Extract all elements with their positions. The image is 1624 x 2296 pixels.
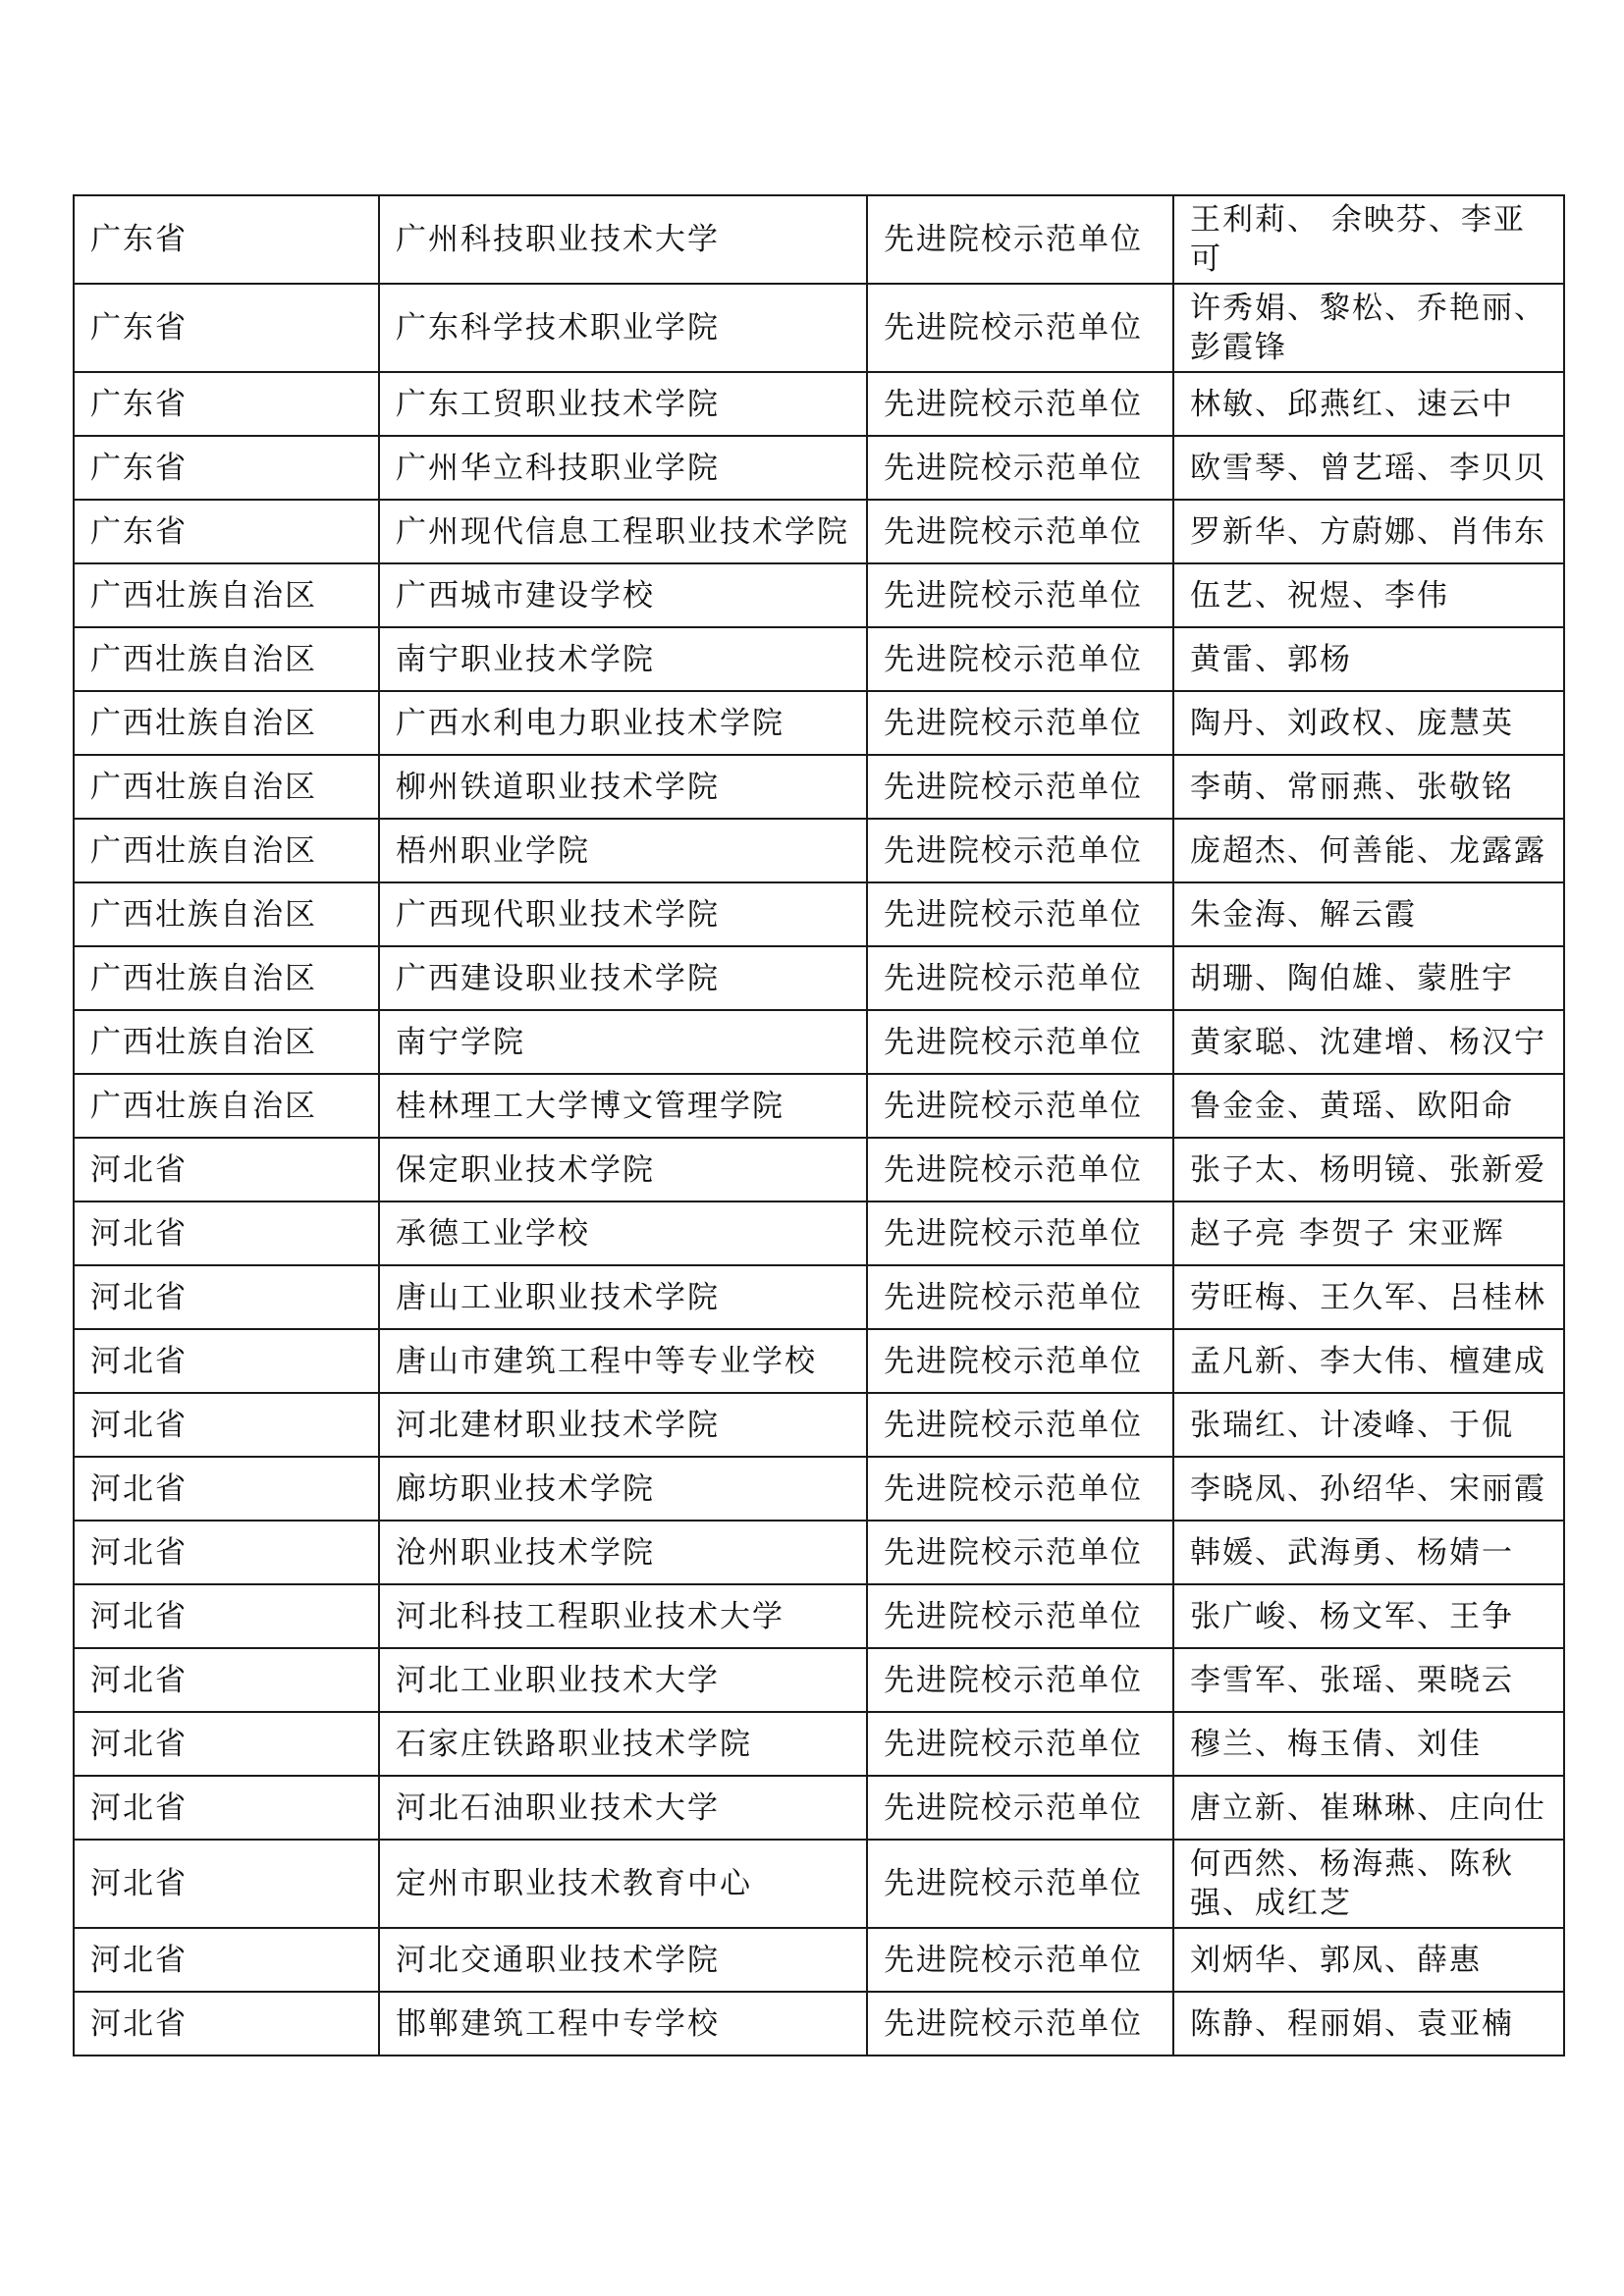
award-cell: 先进院校示范单位 (867, 1648, 1173, 1712)
award-cell: 先进院校示范单位 (867, 1457, 1173, 1521)
table-row (74, 1840, 1564, 1928)
table-row (74, 1138, 1564, 1201)
school-cell: 河北工业职业技术大学 (379, 1648, 867, 1712)
award-cell: 先进院校示范单位 (867, 819, 1173, 882)
names-cell: 王利莉、 余映芬、李亚可 (1173, 195, 1564, 284)
table-row (74, 1074, 1564, 1138)
names-cell: 张子太、杨明镜、张新爱 (1173, 1138, 1564, 1201)
school-cell: 邯郸建筑工程中专学校 (379, 1992, 867, 2056)
school-cell: 承德工业学校 (379, 1201, 867, 1265)
table-row (74, 1265, 1564, 1329)
school-cell: 石家庄铁路职业技术学院 (379, 1712, 867, 1776)
names-cell: 陈静、程丽娟、袁亚楠 (1173, 1992, 1564, 2056)
table-row (74, 1329, 1564, 1393)
award-cell: 先进院校示范单位 (867, 500, 1173, 563)
table-row (74, 195, 1564, 284)
table-row (74, 1457, 1564, 1521)
school-cell: 河北建材职业技术学院 (379, 1393, 867, 1457)
region-cell: 广东省 (74, 195, 379, 284)
region-cell: 广东省 (74, 436, 379, 500)
table-row (74, 1010, 1564, 1074)
names-cell: 朱金海、解云霞 (1173, 882, 1564, 946)
region-cell: 广西壮族自治区 (74, 691, 379, 755)
table-row (74, 1393, 1564, 1457)
award-cell: 先进院校示范单位 (867, 1840, 1173, 1928)
names-cell: 欧雪琴、曾艺瑶、李贝贝 (1173, 436, 1564, 500)
names-cell: 张瑞红、计凌峰、于侃 (1173, 1393, 1564, 1457)
table-row (74, 1521, 1564, 1584)
school-cell: 唐山市建筑工程中等专业学校 (379, 1329, 867, 1393)
region-cell: 广西壮族自治区 (74, 627, 379, 691)
school-cell: 沧州职业技术学院 (379, 1521, 867, 1584)
table-row (74, 1648, 1564, 1712)
region-cell: 广西壮族自治区 (74, 946, 379, 1010)
award-cell: 先进院校示范单位 (867, 691, 1173, 755)
award-cell: 先进院校示范单位 (867, 627, 1173, 691)
award-cell: 先进院校示范单位 (867, 1010, 1173, 1074)
table-row (74, 1712, 1564, 1776)
names-cell: 胡珊、陶伯雄、蒙胜宇 (1173, 946, 1564, 1010)
award-cell: 先进院校示范单位 (867, 1521, 1173, 1584)
school-cell: 广西城市建设学校 (379, 563, 867, 627)
award-list-table (73, 194, 1565, 2056)
table-row (74, 372, 1564, 436)
names-cell: 劳旺梅、王久军、吕桂林 (1173, 1265, 1564, 1329)
school-cell: 广东科学技术职业学院 (379, 284, 867, 372)
region-cell: 广西壮族自治区 (74, 563, 379, 627)
names-cell: 赵子亮 李贺子 宋亚辉 (1173, 1201, 1564, 1265)
region-cell: 广东省 (74, 372, 379, 436)
region-cell: 广东省 (74, 284, 379, 372)
region-cell: 广西壮族自治区 (74, 1010, 379, 1074)
school-cell: 河北交通职业技术学院 (379, 1928, 867, 1992)
school-cell: 南宁职业技术学院 (379, 627, 867, 691)
region-cell: 河北省 (74, 1776, 379, 1840)
table-row (74, 1776, 1564, 1840)
table-body (74, 195, 1564, 2056)
table-row (74, 755, 1564, 819)
table-row (74, 1992, 1564, 2056)
region-cell: 河北省 (74, 1648, 379, 1712)
school-cell: 梧州职业学院 (379, 819, 867, 882)
names-cell: 唐立新、崔琳琳、庄向仕 (1173, 1776, 1564, 1840)
names-cell: 庞超杰、何善能、龙露露 (1173, 819, 1564, 882)
school-cell: 广州现代信息工程职业技术学院 (379, 500, 867, 563)
school-cell: 河北石油职业技术大学 (379, 1776, 867, 1840)
table-row (74, 882, 1564, 946)
award-cell: 先进院校示范单位 (867, 1265, 1173, 1329)
names-cell: 孟凡新、李大伟、檀建成 (1173, 1329, 1564, 1393)
school-cell: 柳州铁道职业技术学院 (379, 755, 867, 819)
region-cell: 广西壮族自治区 (74, 755, 379, 819)
table-row (74, 1201, 1564, 1265)
table-row (74, 1584, 1564, 1648)
names-cell: 刘炳华、郭凤、薛惠 (1173, 1928, 1564, 1992)
names-cell: 李雪军、张瑶、栗晓云 (1173, 1648, 1564, 1712)
names-cell: 穆兰、梅玉倩、刘佳 (1173, 1712, 1564, 1776)
award-cell: 先进院校示范单位 (867, 1074, 1173, 1138)
names-cell: 黄家聪、沈建增、杨汉宁 (1173, 1010, 1564, 1074)
school-cell: 广州华立科技职业学院 (379, 436, 867, 500)
school-cell: 广州科技职业技术大学 (379, 195, 867, 284)
school-cell: 唐山工业职业技术学院 (379, 1265, 867, 1329)
region-cell: 河北省 (74, 1840, 379, 1928)
region-cell: 河北省 (74, 1201, 379, 1265)
award-cell: 先进院校示范单位 (867, 372, 1173, 436)
table-row (74, 819, 1564, 882)
table-row (74, 1928, 1564, 1992)
school-cell: 保定职业技术学院 (379, 1138, 867, 1201)
region-cell: 广西壮族自治区 (74, 882, 379, 946)
region-cell: 河北省 (74, 1584, 379, 1648)
award-cell: 先进院校示范单位 (867, 1928, 1173, 1992)
region-cell: 河北省 (74, 1138, 379, 1201)
table-row (74, 563, 1564, 627)
school-cell: 广西现代职业技术学院 (379, 882, 867, 946)
award-cell: 先进院校示范单位 (867, 1138, 1173, 1201)
names-cell: 陶丹、刘政权、庞慧英 (1173, 691, 1564, 755)
names-cell: 张广峻、杨文军、王争 (1173, 1584, 1564, 1648)
table-row (74, 284, 1564, 372)
award-cell: 先进院校示范单位 (867, 946, 1173, 1010)
names-cell: 伍艺、祝煜、李伟 (1173, 563, 1564, 627)
school-cell: 河北科技工程职业技术大学 (379, 1584, 867, 1648)
award-cell: 先进院校示范单位 (867, 1776, 1173, 1840)
award-cell: 先进院校示范单位 (867, 195, 1173, 284)
region-cell: 河北省 (74, 1393, 379, 1457)
school-cell: 广西水利电力职业技术学院 (379, 691, 867, 755)
table-row (74, 691, 1564, 755)
award-cell: 先进院校示范单位 (867, 1712, 1173, 1776)
school-cell: 桂林理工大学博文管理学院 (379, 1074, 867, 1138)
region-cell: 广西壮族自治区 (74, 1074, 379, 1138)
award-cell: 先进院校示范单位 (867, 1201, 1173, 1265)
names-cell: 李晓凤、孙绍华、宋丽霞 (1173, 1457, 1564, 1521)
award-cell: 先进院校示范单位 (867, 882, 1173, 946)
region-cell: 河北省 (74, 1992, 379, 2056)
region-cell: 河北省 (74, 1928, 379, 1992)
names-cell: 罗新华、方蔚娜、肖伟东 (1173, 500, 1564, 563)
names-cell: 林敏、邱燕红、速云中 (1173, 372, 1564, 436)
region-cell: 河北省 (74, 1521, 379, 1584)
region-cell: 河北省 (74, 1457, 379, 1521)
school-cell: 定州市职业技术教育中心 (379, 1840, 867, 1928)
table-row (74, 946, 1564, 1010)
award-cell: 先进院校示范单位 (867, 1992, 1173, 2056)
award-cell: 先进院校示范单位 (867, 755, 1173, 819)
award-cell: 先进院校示范单位 (867, 563, 1173, 627)
names-cell: 鲁金金、黄瑶、欧阳命 (1173, 1074, 1564, 1138)
award-cell: 先进院校示范单位 (867, 1393, 1173, 1457)
names-cell: 许秀娟、黎松、乔艳丽、彭霞锋 (1173, 284, 1564, 372)
table-row (74, 627, 1564, 691)
region-cell: 河北省 (74, 1329, 379, 1393)
region-cell: 河北省 (74, 1712, 379, 1776)
names-cell: 李萌、常丽燕、张敬铭 (1173, 755, 1564, 819)
table-row (74, 436, 1564, 500)
region-cell: 广西壮族自治区 (74, 819, 379, 882)
region-cell: 广东省 (74, 500, 379, 563)
award-cell: 先进院校示范单位 (867, 1329, 1173, 1393)
award-cell: 先进院校示范单位 (867, 1584, 1173, 1648)
school-cell: 廊坊职业技术学院 (379, 1457, 867, 1521)
award-cell: 先进院校示范单位 (867, 284, 1173, 372)
region-cell: 河北省 (74, 1265, 379, 1329)
school-cell: 广西建设职业技术学院 (379, 946, 867, 1010)
award-cell: 先进院校示范单位 (867, 436, 1173, 500)
table-row (74, 500, 1564, 563)
names-cell: 黄雷、郭杨 (1173, 627, 1564, 691)
names-cell: 何西然、杨海燕、陈秋强、成红芝 (1173, 1840, 1564, 1928)
school-cell: 南宁学院 (379, 1010, 867, 1074)
school-cell: 广东工贸职业技术学院 (379, 372, 867, 436)
names-cell: 韩媛、武海勇、杨婧一 (1173, 1521, 1564, 1584)
